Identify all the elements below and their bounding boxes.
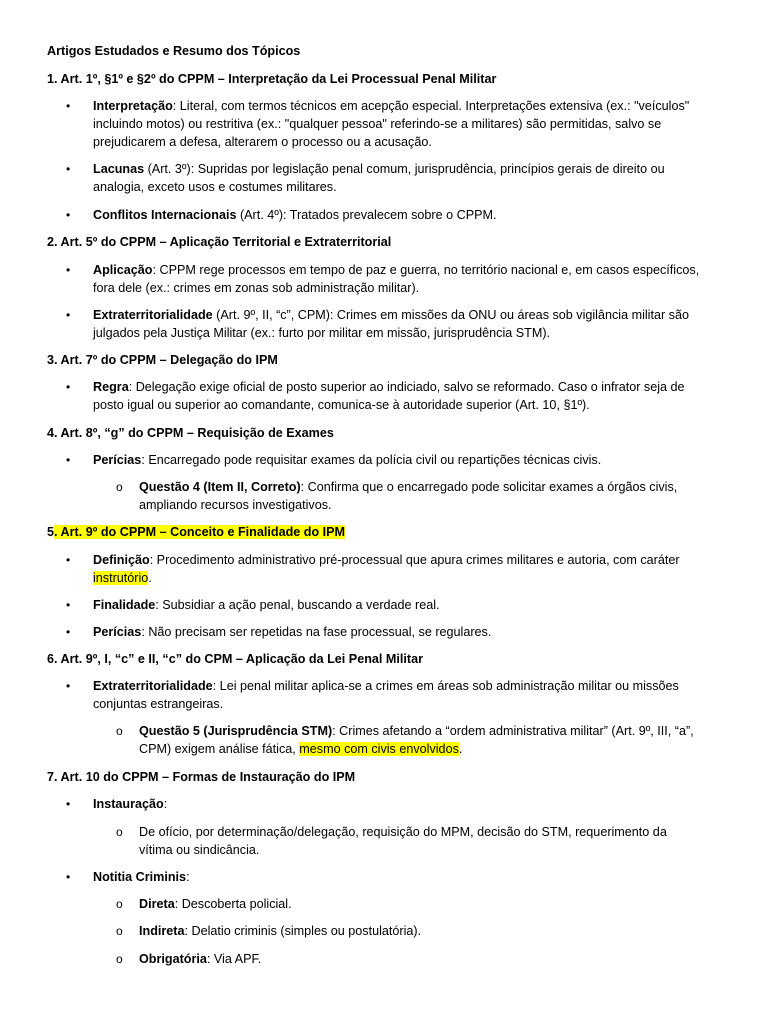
section-heading: 4. Art. 8º, “g” do CPPM – Requisição de Exames	[47, 426, 334, 440]
document-title: Artigos Estudados e Resumo dos Tópicos	[47, 44, 301, 58]
sub-list-item: Direta: Descoberta policial.	[139, 897, 292, 911]
list-item: Notitia Criminis:	[93, 870, 190, 884]
bullet-icon: •	[66, 625, 71, 639]
bullet-icon: •	[66, 308, 71, 322]
sub-list-item-continuation: ampliando recursos investigativos.	[139, 498, 332, 512]
bullet-icon: •	[66, 453, 71, 467]
list-item: Definição: Procedimento administrativo pré-processual que apura crimes militares e autoria, com caráter	[93, 553, 680, 567]
section-heading: 5. Art. 9º do CPPM – Conceito e Finalidade do IPM	[47, 525, 346, 539]
bullet-icon: •	[66, 162, 71, 176]
sub-list-item-continuation: vítima ou sindicância.	[139, 843, 260, 857]
section-heading: 6. Art. 9º, I, “c” e II, “c” do CPM – Aplicação da Lei Penal Militar	[47, 652, 423, 666]
list-item: Perícias: Encarregado pode requisitar exames da polícia civil ou repartições técnicas civis.	[93, 453, 602, 467]
sub-list-item: Questão 5 (Jurisprudência STM): Crimes afetando a “ordem administrativa militar” (Art. 9º, III, “a”,	[139, 724, 694, 738]
list-item: Interpretação: Literal, com termos técnicos em acepção especial. Interpretações extensiva (ex.: "veículos"	[93, 99, 690, 113]
list-item: Instauração:	[93, 797, 168, 811]
highlighted-text: mesmo com civis envolvidos	[299, 742, 459, 756]
section-heading: 7. Art. 10 do CPPM – Formas de Instauração do IPM	[47, 770, 356, 784]
list-item-continuation: analogia, exceto usos e costumes militares.	[93, 180, 337, 194]
highlighted-text: instrutório	[93, 571, 149, 585]
list-item: Finalidade: Subsidiar a ação penal, buscando a verdade real.	[93, 598, 440, 612]
list-item: Regra: Delegação exige oficial de posto superior ao indiciado, salvo se reformado. Caso o infrator seja de	[93, 380, 685, 394]
list-item: Extraterritorialidade (Art. 9º, II, “c”, CPM): Crimes em missões da ONU ou áreas sob vigilância militar são	[93, 308, 689, 322]
sub-bullet-icon: o	[116, 825, 123, 839]
sub-bullet-icon: o	[116, 897, 123, 911]
list-item-continuation: conjuntas estrangeiras.	[93, 697, 224, 711]
list-item-continuation: julgados pela Justiça Militar (ex.: furto por militar em missão, jurisprudência STM).	[93, 326, 551, 340]
bullet-icon: •	[66, 99, 71, 113]
bullet-icon: •	[66, 598, 71, 612]
bullet-icon: •	[66, 870, 71, 884]
sub-list-item: Indireta: Delatio criminis (simples ou postulatória).	[139, 924, 422, 938]
list-item-continuation: instrutório.	[93, 571, 152, 585]
sub-list-item: Obrigatória: Via APF.	[139, 952, 262, 966]
sub-list-item: Questão 4 (Item II, Correto): Confirma que o encarregado pode solicitar exames a órgãos civis,	[139, 480, 678, 494]
list-item: Perícias: Não precisam ser repetidas na fase processual, se regulares.	[93, 625, 492, 639]
sub-bullet-icon: o	[116, 952, 123, 966]
list-item-continuation: posto igual ou superior ao comandante, comunica-se à autoridade superior (Art. 10, §1º).	[93, 398, 590, 412]
bullet-icon: •	[66, 263, 71, 277]
list-item: Conflitos Internacionais (Art. 4º): Tratados prevalecem sobre o CPPM.	[93, 208, 497, 222]
section-heading: 2. Art. 5º do CPPM – Aplicação Territorial e Extraterritorial	[47, 235, 392, 249]
list-item-continuation: prejudicarem a defesa, alterarem o processo ou a acusação.	[93, 135, 432, 149]
list-item-continuation: incluindo motos) ou restritiva (ex.: "qualquer pessoa" referindo-se a militares) são permitidas, salvo se	[93, 117, 662, 131]
bullet-icon: •	[66, 679, 71, 693]
sub-list-item: De ofício, por determinação/delegação, requisição do MPM, decisão do STM, requerimento da	[139, 825, 667, 839]
section-heading: 3. Art. 7º do CPPM – Delegação do IPM	[47, 353, 278, 367]
bullet-icon: •	[66, 553, 71, 567]
bullet-icon: •	[66, 380, 71, 394]
list-item-continuation: fora dele (ex.: crimes em zonas sob administração militar).	[93, 281, 420, 295]
list-item: Aplicação: CPPM rege processos em tempo de paz e guerra, no território nacional e, em casos específicos,	[93, 263, 700, 277]
list-item: Extraterritorialidade: Lei penal militar aplica-se a crimes em áreas sob administração militar ou missões	[93, 679, 679, 693]
bullet-icon: •	[66, 797, 71, 811]
sub-bullet-icon: o	[116, 724, 123, 738]
bullet-icon: •	[66, 208, 71, 222]
sub-bullet-icon: o	[116, 480, 123, 494]
sub-bullet-icon: o	[116, 924, 123, 938]
section-heading: 1. Art. 1º, §1º e §2º do CPPM – Interpretação da Lei Processual Penal Militar	[47, 72, 497, 86]
sub-list-item-continuation: CPM) exigem análise fática, mesmo com civis envolvidos.	[139, 742, 463, 756]
list-item: Lacunas (Art. 3º): Supridas por legislação penal comum, jurisprudência, princípios gerais de direito ou	[93, 162, 665, 176]
